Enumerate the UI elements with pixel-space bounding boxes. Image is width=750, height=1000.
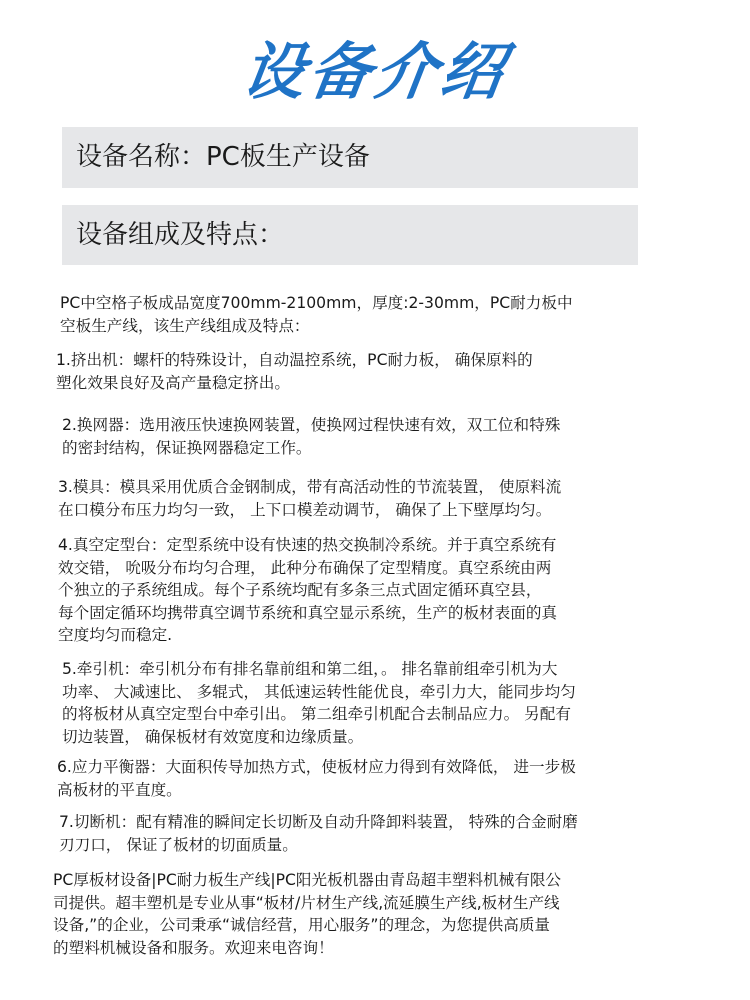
device-name-label: 设备名称：PC板生产设备 — [76, 142, 370, 172]
intro-paragraph: PC中空格子板成品宽度700mm-2100mm，厚度:2-30mm，PC耐力板中 空板生产线，该生产线组成及特点： — [60, 294, 573, 335]
feature-mold: 3.模具：模具采用优质合金钢制成，带有高活动性的节流装置， 使原料流 在口模分布压力均匀一致， 上下口模差动调节， 确保了上下壁厚均匀。 — [58, 478, 562, 519]
section-heading-label: 设备组成及特点： — [76, 220, 285, 250]
feature-cutter: 7.切断机：配有精准的瞬间定长切断及自动升降卸料装置， 特殊的合金耐磨 刃刀口， 保证了板材的切面质量。 — [59, 813, 578, 854]
feature-extruder: 1.挤出机：螺杆的特殊设计，自动温控系统，PC耐力板， 确保原料的 塑化效果良好及高产量稳定挤出。 — [56, 351, 533, 392]
feature-vacuum-table: 4.真空定型台：定型系统中设有快速的热交换制冷系统。并于真空系统有 效交错， 吮吸分布均匀合理， 此种分布确保了定型精度。真空系统由两 个独立的子系统组成。每个子系统均配有多条三点式固定循环真空县， 每个固定循环均携带真空调节系统和真空显示系统，生产的板材表面的真 空度均匀而稳定. — [58, 536, 558, 644]
feature-stress-balancer: 6.应力平衡器：大面积传导加热方式，使板材应力得到有效降低， 进一步极 高板材的平直度。 — [57, 758, 576, 799]
section-heading-banner — [62, 205, 638, 265]
feature-haul-off: 5.牵引机：牵引机分布有排名靠前组和第二组，。 排名靠前组牵引机为大 功率、 大减速比、 多辊式， 其低速运转性能优良，牵引力大，能同步均匀 的将板材从真空定型台中牵引出。 第二组牵引机配合去制品应力。 另配有 切边装置， 确保板材有效宽度和边缘质量。 — [62, 660, 576, 746]
company-footer-paragraph: PC厚板材设备|PC耐力板生产线|PC阳光板机器由青岛超丰塑料机械有限公 司提供。超丰塑机是专业从事“板材/片材生产线,流延膜生产线,板材生产线 设备,”的企业，公司秉承“诚信经营，用心服务”的理念，为您提供高质量 的塑料机械设备和服务。欢迎来电咨询！ — [53, 871, 562, 957]
feature-screen-changer: 2.换网器：选用液压快速换网装置，使换网过程快速有效，双工位和特殊 的密封结构，保证换网器稳定工作。 — [62, 416, 561, 457]
page-title: 设备介绍 — [237, 35, 513, 108]
device-name-banner — [62, 127, 638, 188]
